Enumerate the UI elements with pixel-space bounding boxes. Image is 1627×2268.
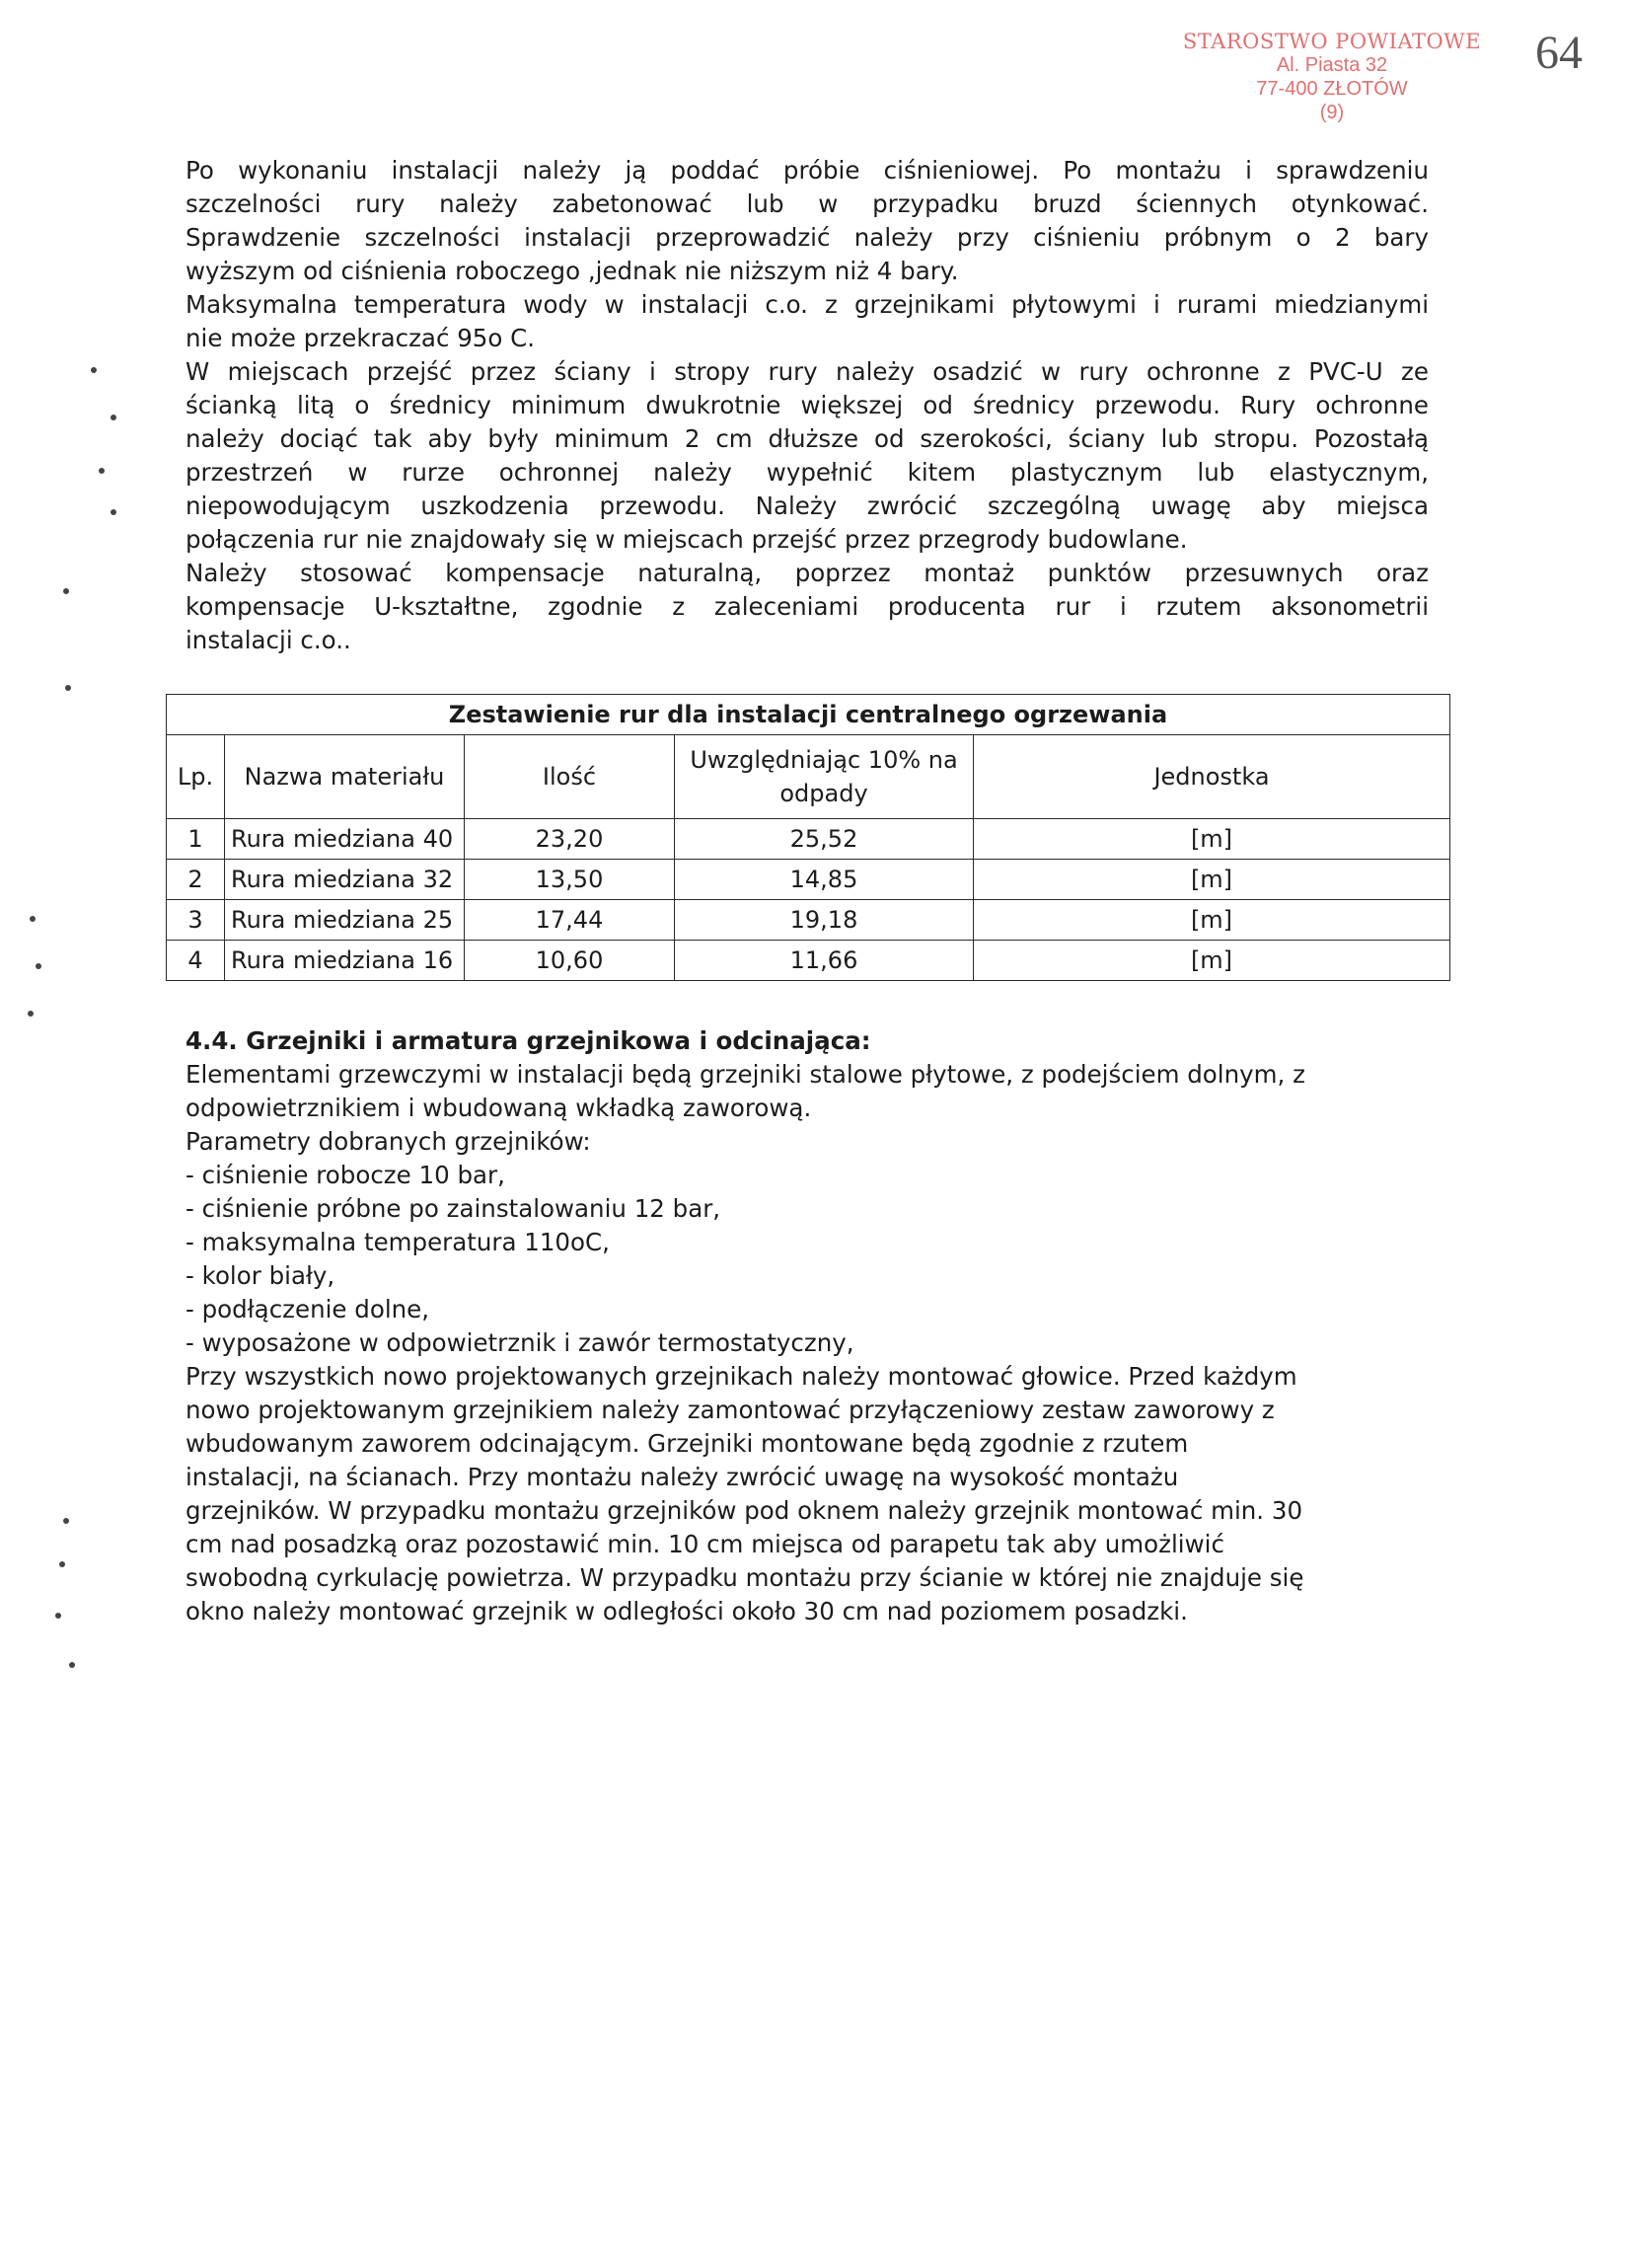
- text-line: połączenia rur nie znajdowały się w miejscach przejść przez przegrody budowlane.: [185, 525, 1188, 554]
- table-row: [167, 819, 1450, 860]
- text-line: należy dociąć tak aby były minimum 2 cm dłuższe od szerokości, ściany lub stropu. Pozostałą: [185, 424, 1429, 453]
- scan-speck: [65, 685, 71, 691]
- text-line: Sprawdzenie szczelności instalacji przeprowadzić należy przy ciśnieniu próbnym o 2 bary: [185, 223, 1429, 252]
- cell-material: Rura miedziana 40: [225, 819, 465, 860]
- cell-unit: [m]: [974, 860, 1450, 900]
- list-item: - podłączenie dolne,: [185, 1295, 430, 1323]
- text-line: wyższym od ciśnienia roboczego ,jednak nie niższym niż 4 bary.: [185, 257, 959, 285]
- text-line: przestrzeń w rurze ochronnej należy wypełnić kitem plastycznym lub elastycznym,: [185, 458, 1429, 487]
- cell-with-waste: 11,66: [675, 941, 974, 981]
- table-row: [167, 900, 1450, 941]
- stamp-line-1: STAROSTWO POWIATOWE: [1182, 30, 1482, 53]
- text-line: nowo projektowanym grzejnikiem należy zamontować przyłączeniowy zestaw zaworowy z: [185, 1396, 1275, 1424]
- text-line: nie może przekraczać 95o C.: [185, 324, 536, 352]
- scan-speck: [91, 367, 97, 373]
- cell-quantity: 13,50: [465, 860, 675, 900]
- list-item: - ciśnienie próbne po zainstalowaniu 12 bar,: [185, 1194, 721, 1223]
- handwritten-page-number: 64: [1535, 27, 1583, 79]
- office-stamp: [1164, 30, 1500, 124]
- scan-speck: [28, 1011, 34, 1017]
- text-line: okno należy montować grzejnik w odległości około 30 cm nad poziomem posadzki.: [185, 1597, 1188, 1625]
- scan-speck: [55, 1613, 61, 1619]
- cell-with-waste: 25,52: [675, 819, 974, 860]
- cell-with-waste: 19,18: [675, 900, 974, 941]
- scan-speck: [63, 1518, 69, 1524]
- header-lp: Lp.: [167, 735, 225, 819]
- scan-speck: [69, 1662, 75, 1668]
- list-item: - kolor biały,: [185, 1261, 335, 1290]
- scan-speck: [111, 509, 116, 515]
- cell-lp: 4: [167, 941, 225, 981]
- scan-speck: [59, 1561, 65, 1567]
- text-line: Po wykonaniu instalacji należy ją poddać próbie ciśnieniowej. Po montażu i sprawdzeniu: [185, 156, 1429, 185]
- text-line: wbudowanym zaworem odcinającym. Grzejniki montowane będą zgodnie z rzutem: [185, 1429, 1189, 1458]
- stamp-line-3: 77-400 ZŁOTÓW: [1256, 78, 1408, 100]
- text-line: ścianką litą o średnicy minimum dwukrotnie większej od średnicy przewodu. Rury ochronne: [185, 391, 1429, 419]
- cell-material: Rura miedziana 16: [225, 941, 465, 981]
- table-row: [167, 860, 1450, 900]
- table-title: Zestawienie rur dla instalacji centralnego ogrzewania: [167, 695, 1450, 735]
- table-row: [167, 941, 1450, 981]
- list-item: - wyposażone w odpowietrznik i zawór termostatyczny,: [185, 1328, 854, 1357]
- cell-lp: 2: [167, 860, 225, 900]
- text-line: instalacji c.o..: [185, 626, 351, 654]
- header-quantity: Ilość: [465, 735, 675, 819]
- stamp-line-4: (9): [1319, 102, 1345, 123]
- text-line: instalacji, na ścianach. Przy montażu należy zwrócić uwagę na wysokość montażu: [185, 1463, 1179, 1491]
- pipe-summary-table: [166, 694, 1450, 981]
- table-header-row: [167, 735, 1450, 819]
- text-line: Elementami grzewczymi w instalacji będą grzejniki stalowe płytowe, z podejściem dolnym, z: [185, 1060, 1305, 1089]
- text-line: Należy stosować kompensacje naturalną, poprzez montaż punktów przesuwnych oraz: [185, 559, 1429, 587]
- header-with-waste: Uwzględniając 10% na odpady: [675, 735, 974, 819]
- radiators-section: [185, 1024, 1429, 1628]
- scan-speck: [30, 916, 36, 922]
- cell-with-waste: 14,85: [675, 860, 974, 900]
- cell-quantity: 10,60: [465, 941, 675, 981]
- header-unit: Jednostka: [974, 735, 1450, 819]
- text-line: kompensacje U-kształtne, zgodnie z zaleceniami producenta rur i rzutem aksonometrii: [185, 592, 1429, 621]
- cell-unit: [m]: [974, 941, 1450, 981]
- scan-speck: [111, 415, 116, 420]
- text-line: swobodną cyrkulację powietrza. W przypadku montażu przy ścianie w której nie znajduje się: [185, 1563, 1304, 1592]
- section-heading: 4.4. Grzejniki i armatura grzejnikowa i odcinająca:: [185, 1026, 871, 1055]
- cell-quantity: 23,20: [465, 819, 675, 860]
- list-item: - ciśnienie robocze 10 bar,: [185, 1161, 505, 1189]
- cell-unit: [m]: [974, 900, 1450, 941]
- text-line: Maksymalna temperatura wody w instalacji c.o. z grzejnikami płytowymi i rurami miedzianymi: [185, 290, 1429, 319]
- scan-speck: [36, 963, 41, 969]
- cell-unit: [m]: [974, 819, 1450, 860]
- scan-speck: [99, 468, 105, 474]
- stamp-line-2: Al. Piasta 32: [1276, 54, 1388, 76]
- text-line: odpowietrznikiem i wbudowaną wkładką zaworową.: [185, 1094, 812, 1122]
- text-line: grzejników. W przypadku montażu grzejników pod oknem należy grzejnik montować min. 30: [185, 1496, 1303, 1525]
- cell-quantity: 17,44: [465, 900, 675, 941]
- text-line: niepowodującym uszkodzenia przewodu. Należy zwrócić szczególną uwagę aby miejsca: [185, 491, 1429, 520]
- cell-material: Rura miedziana 25: [225, 900, 465, 941]
- text-line: szczelności rury należy zabetonować lub w przypadku bruzd ściennych otynkować.: [185, 189, 1429, 218]
- text-line: Parametry dobranych grzejników:: [185, 1127, 591, 1156]
- scan-speck: [63, 588, 69, 594]
- cell-lp: 3: [167, 900, 225, 941]
- list-item: - maksymalna temperatura 110oC,: [185, 1228, 610, 1256]
- text-line: cm nad posadzką oraz pozostawić min. 10 cm miejsca od parapetu tak aby umożliwić: [185, 1530, 1224, 1558]
- cell-material: Rura miedziana 32: [225, 860, 465, 900]
- text-line: Przy wszystkich nowo projektowanych grzejnikach należy montować głowice. Przed każdym: [185, 1362, 1297, 1391]
- cell-lp: 1: [167, 819, 225, 860]
- intro-text: [185, 154, 1429, 657]
- header-material-name: Nazwa materiału: [225, 735, 465, 819]
- text-line: W miejscach przejść przez ściany i stropy rury należy osadzić w rury ochronne z PVC-U ze: [185, 357, 1429, 386]
